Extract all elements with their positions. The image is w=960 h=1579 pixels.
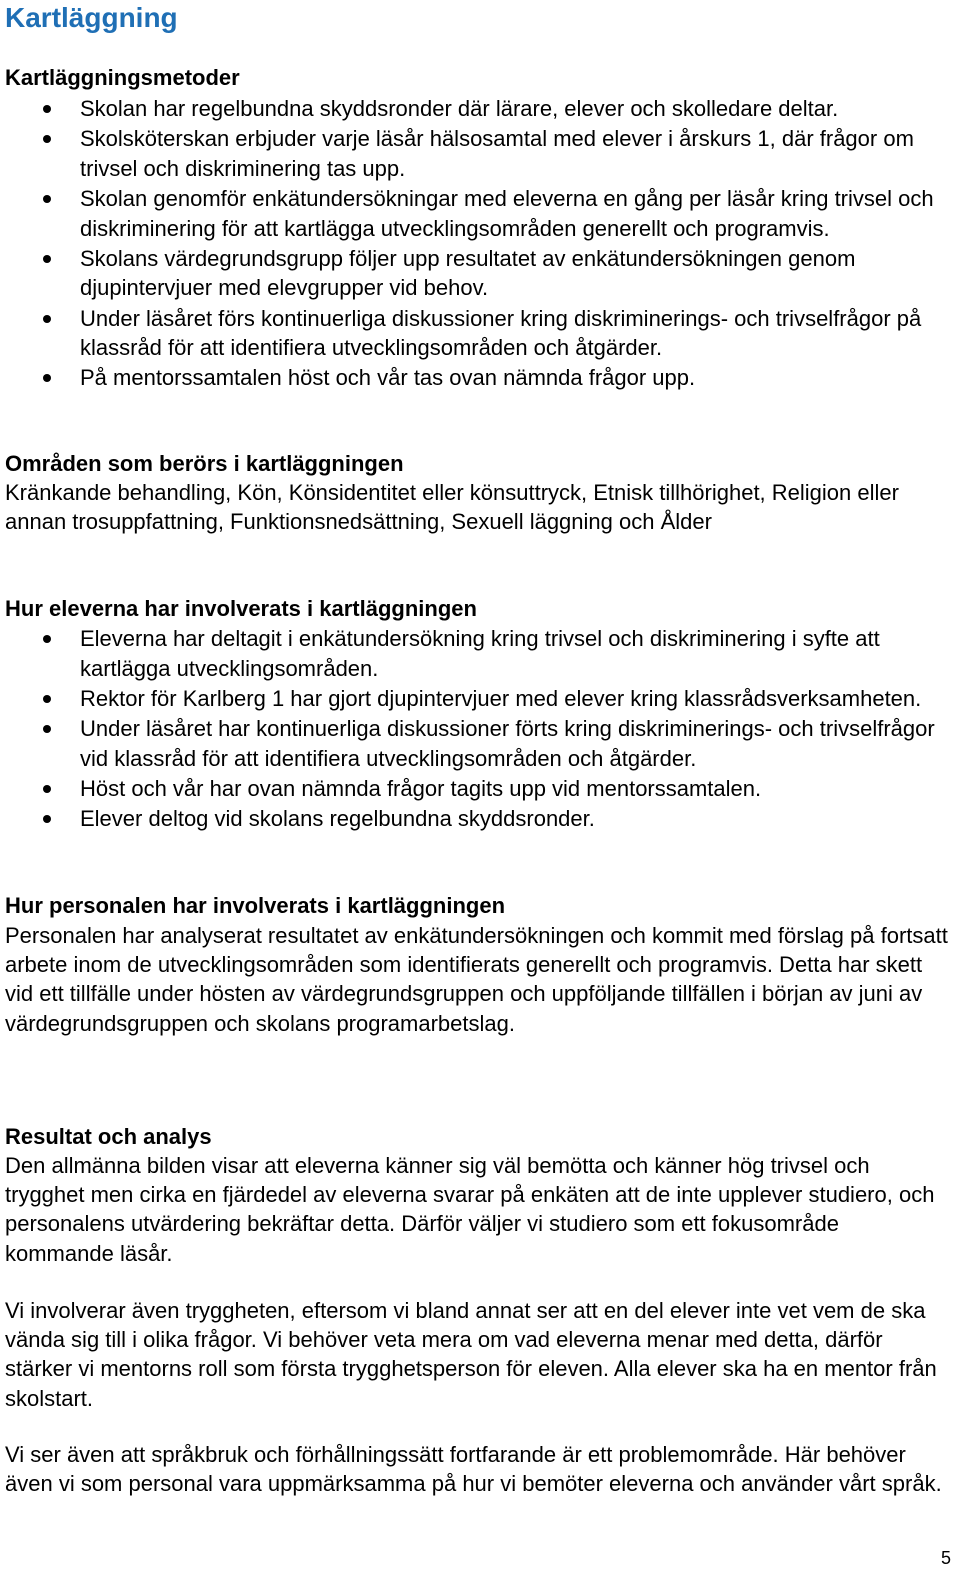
- list-item: Eleverna har deltagit i enkätundersökning kring trivsel och diskriminering i syfte att kartlägga utvecklingsområden.: [5, 624, 950, 683]
- students-heading: Hur eleverna har involverats i kartläggningen: [5, 596, 477, 621]
- staff-heading: Hur personalen har involverats i kartläggningen: [5, 893, 506, 918]
- bullet-icon: [43, 374, 51, 382]
- areas-heading: Områden som berörs i kartläggningen: [5, 451, 404, 476]
- bullet-icon: [43, 815, 51, 823]
- students-list: [5, 624, 950, 834]
- results-paragraph: Vi involverar även tryggheten, eftersom vi bland annat ser att en del elever inte vet vem de ska vända sig till i olika frågor. Vi behöver veta mera om vad eleverna menar med detta, därför stärker vi mentorns roll som första trygghetsperson för eleven. Alla elever ska ha en mentor från skolstart.: [5, 1298, 937, 1411]
- page-title: Kartläggning: [5, 2, 178, 33]
- bullet-icon: [43, 635, 51, 643]
- list-item: Skolan har regelbundna skyddsronder där lärare, elever och skolledare deltar.: [5, 94, 950, 124]
- methods-list: [5, 94, 950, 394]
- areas-text: Kränkande behandling, Kön, Könsidentitet eller könsuttryck, Etnisk tillhörighet, Religion eller annan trosuppfattning, Funktionsnedsättning, Sexuell läggning och Ålder: [5, 480, 899, 535]
- bullet-icon: [43, 255, 51, 263]
- list-item: Skolans värdegrundsgrupp följer upp resultatet av enkätundersökningen genom djupintervjuer med elevgrupper vid behov.: [5, 244, 950, 303]
- methods-heading: Kartläggningsmetoder: [5, 65, 240, 90]
- page-number: 5: [940, 1548, 951, 1568]
- staff-text: Personalen har analyserat resultatet av enkätundersökningen och kommit med förslag på fortsatt arbete inom de utvecklingsområden som identifierats generellt och programvis. Detta har skett vid ett tillfälle under hösten av värdegrundsgruppen och uppföljande tillfällen i början av juni av värdegrundsgruppen och skolans programarbetslag.: [5, 923, 948, 1036]
- results-heading: Resultat och analys: [5, 1124, 212, 1149]
- list-item: Skolsköterskan erbjuder varje läsår hälsosamtal med elever i årskurs 1, där frågor om trivsel och diskriminering tas upp.: [5, 124, 950, 183]
- bullet-icon: [43, 105, 51, 113]
- list-item: Elever deltog vid skolans regelbundna skyddsronder.: [5, 804, 950, 834]
- results-paragraph: Den allmänna bilden visar att eleverna känner sig väl bemötta och känner hög trivsel och trygghet men cirka en fjärdedel av eleverna svarar på enkäten att de inte upplever studiero, och personalens utvärdering bekräftar detta. Därför väljer vi studiero som ett fokusområde kommande läsår.: [5, 1153, 935, 1266]
- list-item: På mentorssamtalen höst och vår tas ovan nämnda frågor upp.: [5, 363, 950, 393]
- bullet-icon: [43, 785, 51, 793]
- results-paragraph: Vi ser även att språkbruk och förhållningssätt fortfarande är ett problemområde. Här behöver även vi som personal vara uppmärksamma på hur vi bemöter eleverna och använder vårt språk.: [5, 1442, 942, 1497]
- list-item: Rektor för Karlberg 1 har gjort djupintervjuer med elever kring klassrådsverksamheten.: [5, 684, 950, 714]
- list-item: Under läsåret har kontinuerliga diskussioner förts kring diskriminerings- och trivselfrågor vid klassråd för att identifiera utvecklingsområden och åtgärder.: [5, 714, 950, 773]
- list-item: Höst och vår har ovan nämnda frågor tagits upp vid mentorssamtalen.: [5, 774, 950, 804]
- bullet-icon: [43, 195, 51, 203]
- bullet-icon: [43, 315, 51, 323]
- bullet-icon: [43, 135, 51, 143]
- bullet-icon: [43, 725, 51, 733]
- list-item: Skolan genomför enkätundersökningar med eleverna en gång per läsår kring trivsel och diskriminering för att kartlägga utvecklingsområden generellt och programvis.: [5, 184, 950, 243]
- list-item: Under läsåret förs kontinuerliga diskussioner kring diskriminerings- och trivselfrågor på klassråd för att identifiera utvecklingsområden och åtgärder.: [5, 304, 950, 363]
- bullet-icon: [43, 695, 51, 703]
